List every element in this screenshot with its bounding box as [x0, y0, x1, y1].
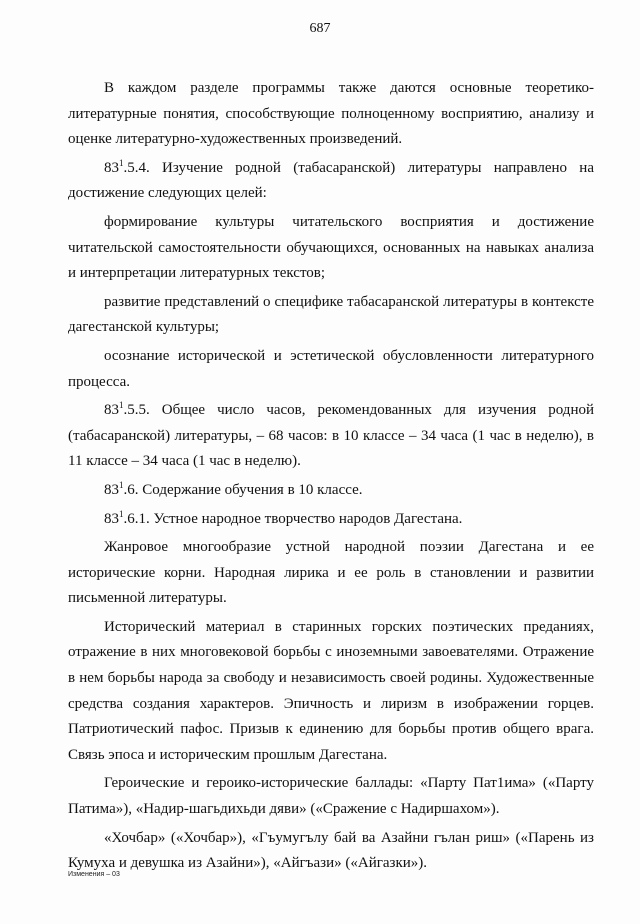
paragraph-hours	[68, 398, 594, 475]
paragraph-content-grade-10	[68, 478, 594, 504]
section-text: .5.4. Изучение родной (табасаранской) литературы направлено на достижение следующих целей:	[68, 159, 594, 202]
section-number: 83	[104, 510, 119, 527]
paragraph-goals-intro	[68, 156, 594, 207]
paragraph-goal-reading-culture: формирование культуры читательского восприятия и достижение читательской самостоятельности обучающихся, основанных на навыках анализа и интерпретации литературных текстов;	[68, 213, 594, 282]
paragraph-heroic-ballads: Героические и героико-исторические баллады: «Парту Пат1има» («Парту Патима»), «Надир-шагьдихьди дяви» («Сражение с Надиршахом»).	[68, 775, 594, 818]
paragraph-genre-diversity: Жанровое многообразие устной народной поэзии Дагестана и ее исторические корни. Народная лирика и ее роль в становлении и развитии письменной литературы.	[68, 539, 594, 607]
section-number: 83	[104, 402, 119, 419]
section-number: 83	[104, 481, 119, 498]
footer-revision: Изменения – 03	[68, 871, 120, 878]
section-superscript: 1	[119, 508, 124, 519]
paragraph-theory-concepts: В каждом разделе программы также даются основные теоретико-литературные понятия, способствующие полноценному восприятию, анализу и оценке литературно-художественных произведений.	[68, 80, 594, 148]
section-superscript: 1	[119, 157, 124, 168]
section-superscript: 1	[119, 479, 124, 490]
paragraph-goal-specifics: развитие представлений о специфике табасаранской литературы в контексте дагестанской культуры;	[68, 293, 594, 336]
paragraph-goal-awareness: осознание исторической и эстетической обусловленности литературного процесса.	[68, 347, 594, 390]
paragraph-folk-art-heading	[68, 507, 594, 533]
section-text: .6. Содержание обучения в 10 классе.	[123, 481, 363, 498]
section-number: 83	[104, 159, 119, 176]
document-body	[68, 76, 594, 877]
section-text: .5.5. Общее число часов, рекомендованных для изучения родной (табасаранской) литературы, – 68 часов: в 10 классе – 34 часа (1 час в неделю), в 11 классе – 34 часа (1 час в неделю).	[68, 402, 594, 470]
section-superscript: 1	[119, 400, 124, 411]
paragraph-historical-material: Исторический материал в старинных горских поэтических преданиях, отражение в них многовековой борьбы с иноземными завоевателями. Отражение в нем борьбы народа за свободу и независимость своей родины. Художественные средства создания характеров. Эпичность и лиризм в изображении горцев. Патриотический пафос. Призыв к единению для борьбы против общего врага. Связь эпоса и историческим прошлым Дагестана.	[68, 618, 594, 763]
section-text: .6.1. Устное народное творчество народов Дагестана.	[123, 510, 463, 527]
page-number: 687	[309, 21, 331, 36]
paragraph-khochbar: «Хочбар» («Хочбар»), «Гъумугълу бай ва Азайни гълан риш» («Парень из Кумуха и девушка из Азайни»), «Айгъази» («Айгазки»).	[68, 829, 594, 872]
